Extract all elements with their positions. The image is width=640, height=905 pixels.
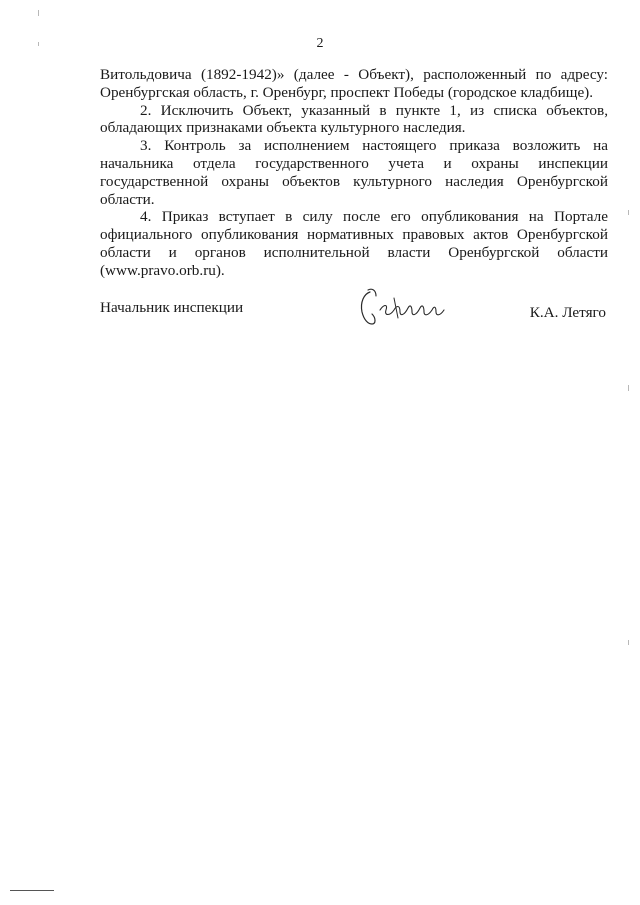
paragraph-item-3: 3. Контроль за исполнением настоящего приказа возложить на начальника отдела государственного учета и охраны инспекции государственной охраны объектов культурного наследия Оренбургской области. xyxy=(100,137,608,208)
scan-artifact xyxy=(628,210,629,215)
signer-name: К.А. Летяго xyxy=(529,304,606,321)
paragraph-item-4: 4. Приказ вступает в силу после его опубликования на Портале официального опубликования нормативных правовых актов Оренбургской области и органов исполнительной власти Оренбургской области (www.pravo.orb.ru). xyxy=(100,208,608,279)
page-number: 2 xyxy=(316,36,324,51)
footer-rule xyxy=(10,890,54,891)
handwritten-signature xyxy=(350,284,460,332)
signer-position: Начальник инспекции xyxy=(100,299,244,316)
signature-block xyxy=(100,296,606,336)
scan-artifact xyxy=(628,385,629,391)
order-body xyxy=(100,66,608,280)
scan-artifact xyxy=(628,640,629,645)
scan-artifact xyxy=(38,10,39,16)
paragraph-item-2: 2. Исключить Объект, указанный в пункте 1, из списка объектов, обладающих признаками объекта культурного наследия. xyxy=(100,101,608,137)
paragraph-continuation: Витольдовича (1892-1942)» (далее - Объект), расположенный по адресу: Оренбургская область, г. Оренбург, проспект Победы (городское кладбище). xyxy=(100,66,608,101)
